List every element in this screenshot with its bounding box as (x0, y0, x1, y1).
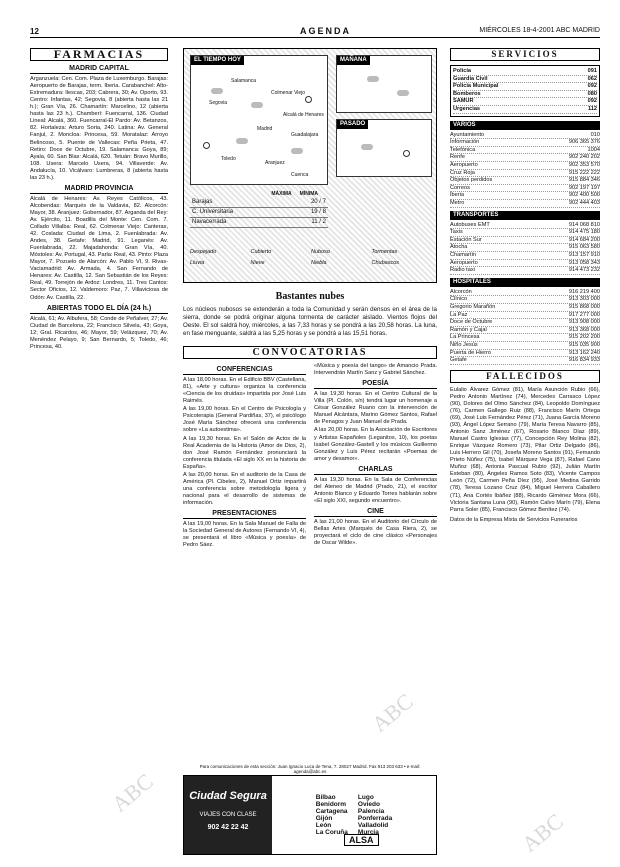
event-item: A las 20,00 horas. En el auditorio de la Casa de América (Pl. Cibeles, 2), Manuel Ortiz impartirá una conferencia sobre metodología ligera y nacional para el desarrollo de sistemas de información. (183, 471, 306, 506)
service-name: Ayuntamiento (450, 131, 485, 138)
section-title: AGENDA (300, 26, 352, 36)
min: 7 (322, 199, 326, 206)
phone-row (450, 304, 600, 312)
fallecidos-title: FALLECIDOS (450, 370, 600, 383)
phone-row (453, 83, 597, 91)
city-label: Alcalá de Henares (283, 112, 324, 118)
destination: León (315, 822, 332, 829)
service-name: Telefónica (450, 146, 476, 153)
past-label: PASADO (337, 120, 368, 129)
service-phone: 902 240 202 (568, 154, 600, 161)
city-label: Toledo (221, 156, 236, 162)
event-heading: POESÍA (314, 380, 437, 389)
group3-title: HOSPITALES (450, 278, 600, 287)
services-title: SERVICIOS (450, 48, 600, 61)
page-header (30, 26, 600, 38)
service-phone: 902 353 570 (568, 162, 600, 169)
service-name: Atocha (450, 244, 468, 251)
city-label: Cuenca (291, 172, 309, 178)
weather-box (183, 48, 437, 283)
table-row: Barajas 20 / 7 (190, 198, 328, 208)
legend-item: Nuboso (311, 249, 330, 255)
service-name: Autobuses EMT (450, 221, 490, 228)
phone-row (450, 154, 600, 162)
phone-row (450, 244, 600, 252)
service-phone: 915 884 346 (568, 177, 600, 184)
alsa-logo: ALSA (344, 834, 379, 846)
convocatorias-right (314, 363, 437, 550)
service-name: Taxis (450, 229, 463, 236)
sun-icon (305, 96, 312, 103)
destination: Murcia (357, 829, 379, 836)
phone-row (453, 76, 597, 84)
service-name: Alcorcón (450, 288, 472, 295)
sun-icon (403, 150, 410, 157)
service-name: Getafe (450, 357, 467, 364)
service-phone: 914 068 810 (568, 221, 600, 228)
cloud-icon (291, 148, 303, 154)
phone-row (450, 289, 600, 297)
service-name: Aeropuerto (450, 162, 478, 169)
tomorrow-map (336, 55, 432, 113)
service-phone: 913 368 000 (568, 326, 600, 333)
group1-list (450, 132, 600, 208)
phone-row (450, 319, 600, 327)
city-label: Aranjuez (265, 160, 285, 166)
event-item: A las 20,00 horas. En la Asociación de Escritores y Artistas Españoles (Leganitos, 10), los poetas Isabel González-Gastell y los músicos Guillermo González y Luis Pérez recitarán «Poemas de amor y desamor». (314, 427, 437, 462)
event-item: A las 19,30 horas. En la Sala de Conferencias del Ateneo de Madrid (Prado, 21), el escritor Antonio Blanco y Eduardo Torres hablarán sobre «El siglo XXI, segundo encuentro». (314, 476, 437, 504)
services-column (450, 48, 600, 858)
page-number: 12 (30, 27, 39, 36)
service-name: Chamartín (450, 252, 477, 259)
farmacias-column (30, 48, 168, 858)
min: 8 (322, 209, 326, 216)
phone-row (450, 170, 600, 178)
service-name: Objetos perdidos (450, 177, 493, 184)
service-phone: 913 162 240 (568, 349, 600, 356)
urgencias-box (450, 65, 600, 117)
convocatorias-left (183, 363, 306, 550)
farmacias-title: FARMACIAS (30, 48, 168, 61)
phone-row (450, 342, 600, 350)
place: Barajas (192, 199, 213, 206)
fallecidos-footer: Datos de la Empresa Mixta de Servicios Funerarios (450, 516, 578, 523)
legend-item: Tormentas (371, 249, 398, 255)
service-phone: 916 219 400 (568, 288, 600, 295)
sun-icon (203, 142, 210, 149)
city-label: Segovia (209, 100, 228, 106)
service-name: Clínico (450, 296, 468, 303)
phone-row (450, 327, 600, 335)
service-name: La Paz (450, 311, 468, 318)
convocatorias-title: CONVOCATORIAS (183, 346, 437, 359)
destination: Oviedo (357, 801, 380, 808)
center-column (183, 48, 437, 858)
service-phone: 913 303 000 (568, 296, 600, 303)
destination: Benidorm (315, 801, 347, 808)
legend-item: Despejado (190, 249, 217, 255)
service-phone: 913 908 000 (568, 319, 600, 326)
cloud-icon (361, 144, 373, 150)
phone-row (450, 162, 600, 170)
place: Navacerrada (192, 219, 227, 226)
service-name: Urgencias (453, 106, 481, 113)
service-name: Correos (450, 184, 470, 191)
event-item: A las 18,00 horas. En el Edificio BBV (Castellana, 81), «Arte y cultura» organiza la conferencia «Ciencia de los druidas» impartida por José Luis Raimés. (183, 377, 306, 405)
table-row: C. Universitaria 19 / 8 (190, 208, 328, 218)
service-name: Radio taxi (450, 267, 475, 274)
city-label: Salamanca (231, 78, 257, 84)
convocatorias-body (183, 363, 437, 550)
service-name: Metro (450, 200, 465, 206)
legend-item: Lluvia (190, 260, 205, 267)
service-phone: 080 (587, 90, 597, 97)
event-item: A las 21,00 horas. En el Auditorio del Círculo de Bellas Artes (Marqués de Casa Riera, 2), se proyectará el ciclo de cine clásico «Personajes de Oscar Wilde». (314, 518, 437, 547)
event-item: A las 19,30 horas. En el Salón de Actos de la Real Academia de la Historia (Amor de Dios, 2), don José Ramón Fernández pronunciará la conferencia titulada «El siglo XX en la historia de España». (183, 435, 306, 470)
event-item: A las 19,00 horas. En el Centro de Psicología y Psicoterapia (General Pardiñas, 37), el psicólogo José María Sánchez ofrecerá una conferencia sobre «La autoestima». (183, 406, 306, 434)
phone-row (450, 237, 600, 245)
forecast-title: Bastantes nubes (275, 291, 345, 302)
weather-map-label: EL TIEMPO HOY (191, 56, 244, 65)
service-phone: 915 202 200 (568, 334, 600, 341)
abc-watermark: ABC (106, 768, 158, 817)
event-heading: CINE (314, 508, 437, 517)
legend-item: Cubierto (250, 249, 272, 255)
service-phone: 914 684 200 (568, 236, 600, 243)
phone-row (453, 68, 597, 76)
forecast-text: Los núcleos nubosos se extenderán a toda la Comunidad y serán densos en el área de la sierra, donde se podrá originar alguna tormenta de carácter aislado. Vientos flojos del Oeste. El sol saldrá hoy, miércoles, a las 7,33 horas y se pondrá a las 20,58 horas. La luna, en fase menguante, saldrá a las 5,25 horas y se pondrá a las 15,51 horas. (183, 306, 437, 338)
phone-row (450, 296, 600, 304)
phone-row (450, 350, 600, 358)
phone-row (450, 267, 600, 275)
event-item: «Música y poesía del tango» de Amancio Prada. Intervendrán Martín Sanz y Gabriel Sánchez. (314, 363, 437, 377)
service-name: Policía (453, 68, 472, 75)
service-name: Niño Jesús (450, 342, 478, 348)
group1-title: VARIOS (450, 121, 600, 130)
service-phone: 902 197 197 (568, 184, 600, 191)
phone-row (450, 192, 600, 200)
madrid-provincia-heading: MADRID PROVINCIA (30, 185, 168, 194)
service-name: SAMUR (453, 98, 474, 105)
service-phone: 112 (587, 106, 597, 113)
destination: Valladolid (357, 822, 389, 829)
issue-date: MIÉRCOLES 18-4-2001 ABC MADRID (479, 27, 600, 34)
phone-row (450, 132, 600, 140)
phone-row (453, 98, 597, 106)
legend-item: Chubascos (371, 260, 400, 267)
service-name: Gregorio Marañón (450, 304, 496, 311)
madrid-capital-heading: MADRID CAPITAL (30, 65, 168, 74)
event-heading: CONFERENCIAS (183, 366, 306, 375)
service-name: Doce de Octubre (450, 319, 493, 326)
ad-phone: 902 42 22 42 (207, 824, 249, 831)
service-phone: 092 (587, 83, 597, 90)
ad-subtitle: VIAJES CON CLASE (199, 812, 257, 818)
destination: Ponferrada (357, 815, 393, 822)
cloud-icon (397, 90, 409, 96)
service-phone: 062 (587, 75, 597, 82)
min-header: MÍNIMA (299, 191, 318, 197)
service-phone: 915 868 000 (568, 304, 600, 311)
group2-title: TRANSPORTES (450, 211, 600, 220)
event-heading: CHARLAS (314, 466, 437, 475)
max: 20 (310, 199, 318, 206)
phone-row (450, 252, 600, 260)
cloud-icon (236, 138, 248, 144)
service-name: Bomberos (453, 90, 481, 97)
service-phone: 913 157 910 (568, 252, 600, 259)
service-name: Aeropuerto (450, 259, 478, 266)
weather-map (190, 55, 328, 185)
service-name: Guardia Civil (453, 75, 488, 82)
service-name: Estación Sur (450, 236, 482, 243)
service-phone: 917 277 000 (568, 311, 600, 318)
service-phone: 914 473 232 (568, 267, 600, 274)
cloud-icon (211, 88, 223, 94)
service-phone: 906 365 376 (568, 139, 600, 146)
temperature-table (190, 191, 328, 228)
destination: Lugo (357, 794, 374, 801)
madrid-provincia-list: Alcalá de Henares: Av. Reyes Católicos, 43. Alcobendas: Marqués de la Valdavia, 82. Alcorcón: Mayor, 38. Aranjuez: Gobernador, 87. Arganda del Rey: Av. Ejército, 11. Boadilla del Monte: Cen. Com. 7. Collado Villalba: Real, 62. Colmenar Viejo: Canteras, 42. Coslada: Ciudad de Lima, 2. Fuenlabrada: Av. Andes, 38. Getafe: Madrid, 91. Leganés: Av. Fuenlabrada, 22. Majadahonda: Gran Vía, 40. Móstoles: Av. Portugal, 43. Parla: Real, 43. Pinto: Plaza Mayor, 7. Pozuelo de Alarcón: Av. Pablo VI, 9. Rivas-Vaciamadrid: Av. Armada, 4. San Fernando de Henares: Av. Castilla, 12. San Sebastián de los Reyes: Real, 49. Torrejón de Ardoz: Londres, 11. Tres Cantos: Sector Oficios, 12. Valdemoro: Paz, 7. Villaviciosa de Odón: Av. Castilla, 22. (30, 195, 168, 301)
min: 2 (322, 219, 326, 226)
phone-row (450, 177, 600, 185)
destination: Gijón (315, 815, 333, 822)
phone-row (450, 312, 600, 320)
phone-row (450, 185, 600, 193)
city-label: Guadalajara (291, 132, 319, 138)
past-tomorrow-map (336, 119, 432, 177)
service-name: Cruz Roja (450, 169, 475, 176)
service-phone: 902 400 500 (568, 192, 600, 199)
phone-row (450, 229, 600, 237)
legend-item: Nieve (250, 260, 265, 267)
service-phone: 092 (587, 98, 597, 105)
phone-row (450, 357, 600, 365)
service-name: Renfe (450, 154, 465, 161)
ad-banner[interactable] (183, 775, 437, 855)
max-header: MÁXIMA (271, 191, 292, 197)
service-phone: 1004 (587, 146, 600, 153)
group3-list (450, 289, 600, 365)
service-phone: 913 058 343 (568, 259, 600, 266)
weather-legend (190, 247, 432, 269)
phone-row (450, 200, 600, 208)
service-phone: 916 834 933 (568, 357, 600, 364)
event-item: A las 19,30 horas. En el Centro Cultural de la Villa (Pl. Colón, s/n) tendrá lugar un homenaje a César González Ruano con la intervención de Manuel Alcántara, Marino Gómez Santos, Rafael de Penagos y Juan Manuel de Prada. (314, 391, 437, 426)
phone-row (450, 147, 600, 155)
legend-item: Niebla (311, 260, 327, 267)
event-item: A las 19,00 horas. En la Sala Manuel de Falla de la Sociedad General de Autores (Fernando VI, 4), se presentará el libro «Música y poesía» de Pedro Sáez. (183, 521, 306, 549)
city-label: Madrid (257, 126, 273, 132)
abc-watermark: ABC (366, 688, 418, 737)
destination: Palencia (357, 808, 385, 815)
service-name: Ramón y Cajal (450, 326, 487, 333)
madrid-capital-list: Arganzuela: Cen. Com. Plaza de Luxemburgo. Barajas: Aeropuerto de Barajas, term. Iberia. Carabanchel: Alto-Extremadura: Ilescas, 203; Cabrera, 30; Av. Oporto, 93. Centro: Infantas, 42; Segovia, 8 (abierta hasta las 21 h.); Gran Vía, 26. Chamartín: Marcelino, 12 (abierta hasta las 23 h.). Chamberí: Fuencarral, 136. Ciudad Lineal: Alcalá, 360. Fuencarral-El Pardo: Av. Betanzos, 82. Hortaleza: Arturo Soria, 240. Latina: Av. General Fanjul, 2. Moncloa: Princesa, 59. Moratalaz: Arroyo Belincoso, 5. Puente de Vallecas: Peña Prieta, 47. Retiro: Doce de Octubre, 19. Salamanca: Goya, 89; Ayala, 60. San Blas: Alcalá, 620. Tetuán: Bravo Murillo, 108. Usera: Marcelo Usera, 94. Villaverde: Av. Andalucía, 10. Vicálvaro: Lumbreras, 8 (abierta hasta las 23 h.). (30, 76, 168, 181)
fallecidos-list: Eulalio Álvarez Gómez (81), María Asunción Rubio (66), Pedro Antonio Martínez (74), Mercedes Carrasco López (90), Dolores del Olmo Sánchez (84), Leopoldo Domínguez (76), Carmen Gallego Ruiz (88), Francisco Marín Ortega (69), José Luis Fernández Pérez (71), Juana García Moreno (93), Ángel López Serrano (79), María Teresa Navarro (85), Antonio Sanz Jiménez (67), Rosario Blanco Díaz (89), Manuel Castro Iglesias (77), Concepción Rey Molina (82), Enrique Vázquez Romero (73), Pilar Ortiz Delgado (86), Luis Herrero Gil (70), Josefa Moreno Santos (91), Fernando Prieto Núñez (75), Isabel Márquez Vega (87), Rafael Cano Muñoz (68), Antonia Pascual Rubio (92), Julián Martín Esteban (80), Ángeles Ramos Soto (83), Vicente Campos León (72), Carmen Peña Díez (95), José Medina Garrido (78), Teresa Lozano Cruz (84), Miguel Herrera Caballero (71), Ana Cortés Ibáñez (88), Ricardo Giménez Mora (66), Victoria Santana Luna (90), Ramón Calvo Marín (79), Elena Parra Soler (85), Francisco Gómez Benítez (74). (450, 386, 600, 513)
service-phone: 914 475 180 (568, 229, 600, 236)
destination: Bilbao (315, 794, 336, 801)
abiertas-heading: ABIERTAS TODO EL DÍA (24 h.) (30, 305, 168, 314)
abiertas-list: Alcalá, 61; Av. Albufera, 58; Conde de Peñalver, 27; Av. Ciudad de Barcelona, 22; Francisco Silvela, 43; Goya, 12; Gral. Ricardos, 46; Mayor, 59; Velázquez, 70; Av. Menéndez Pelayo, 9; San Bernardo, 5; Toledo, 46; Princesa, 40. (30, 315, 168, 350)
service-name: La Princesa (450, 334, 480, 341)
destination: Cartagena (315, 808, 348, 815)
phone-row (453, 106, 597, 114)
service-phone: 915 063 580 (568, 244, 600, 251)
service-phone: 091 (587, 68, 597, 75)
max: 11 (311, 219, 318, 226)
phone-row (453, 91, 597, 99)
service-phone: 915 222 222 (568, 169, 600, 176)
cloud-icon (251, 102, 263, 108)
contact-strip: Para comunicaciones de esta sección: Juan Ignacio Luca de Tena, 7. 28027 Madrid. Fax 913 203 633 • e-mail: agenda@abc.es (199, 764, 421, 774)
place: C. Universitaria (192, 209, 234, 216)
phone-row (450, 334, 600, 342)
phone-row (450, 222, 600, 230)
service-name: Puerta de Hierro (450, 349, 492, 356)
destination: La Coruña (315, 829, 348, 836)
phone-row (450, 260, 600, 268)
group2-list (450, 222, 600, 275)
service-phone: 902 444 403 (568, 200, 600, 206)
event-heading: PRESENTACIONES (183, 510, 306, 519)
service-name: Iberia (450, 192, 464, 199)
table-row: Navacerrada 11 / 2 (190, 218, 328, 228)
abc-watermark: ABC (516, 808, 568, 857)
phone-row (450, 139, 600, 147)
service-name: Policía Municipal (453, 83, 499, 90)
ad-left (184, 776, 272, 854)
service-phone: 010 (590, 131, 600, 138)
ad-title: Ciudad Segura (189, 790, 267, 802)
max: 19 (310, 209, 318, 216)
cloud-icon (367, 76, 379, 82)
city-label: Colmenar Viejo (271, 90, 306, 96)
service-phone: 915 035 900 (568, 342, 600, 348)
service-name: Información (450, 139, 480, 146)
tomorrow-label: MAÑANA (337, 56, 370, 65)
